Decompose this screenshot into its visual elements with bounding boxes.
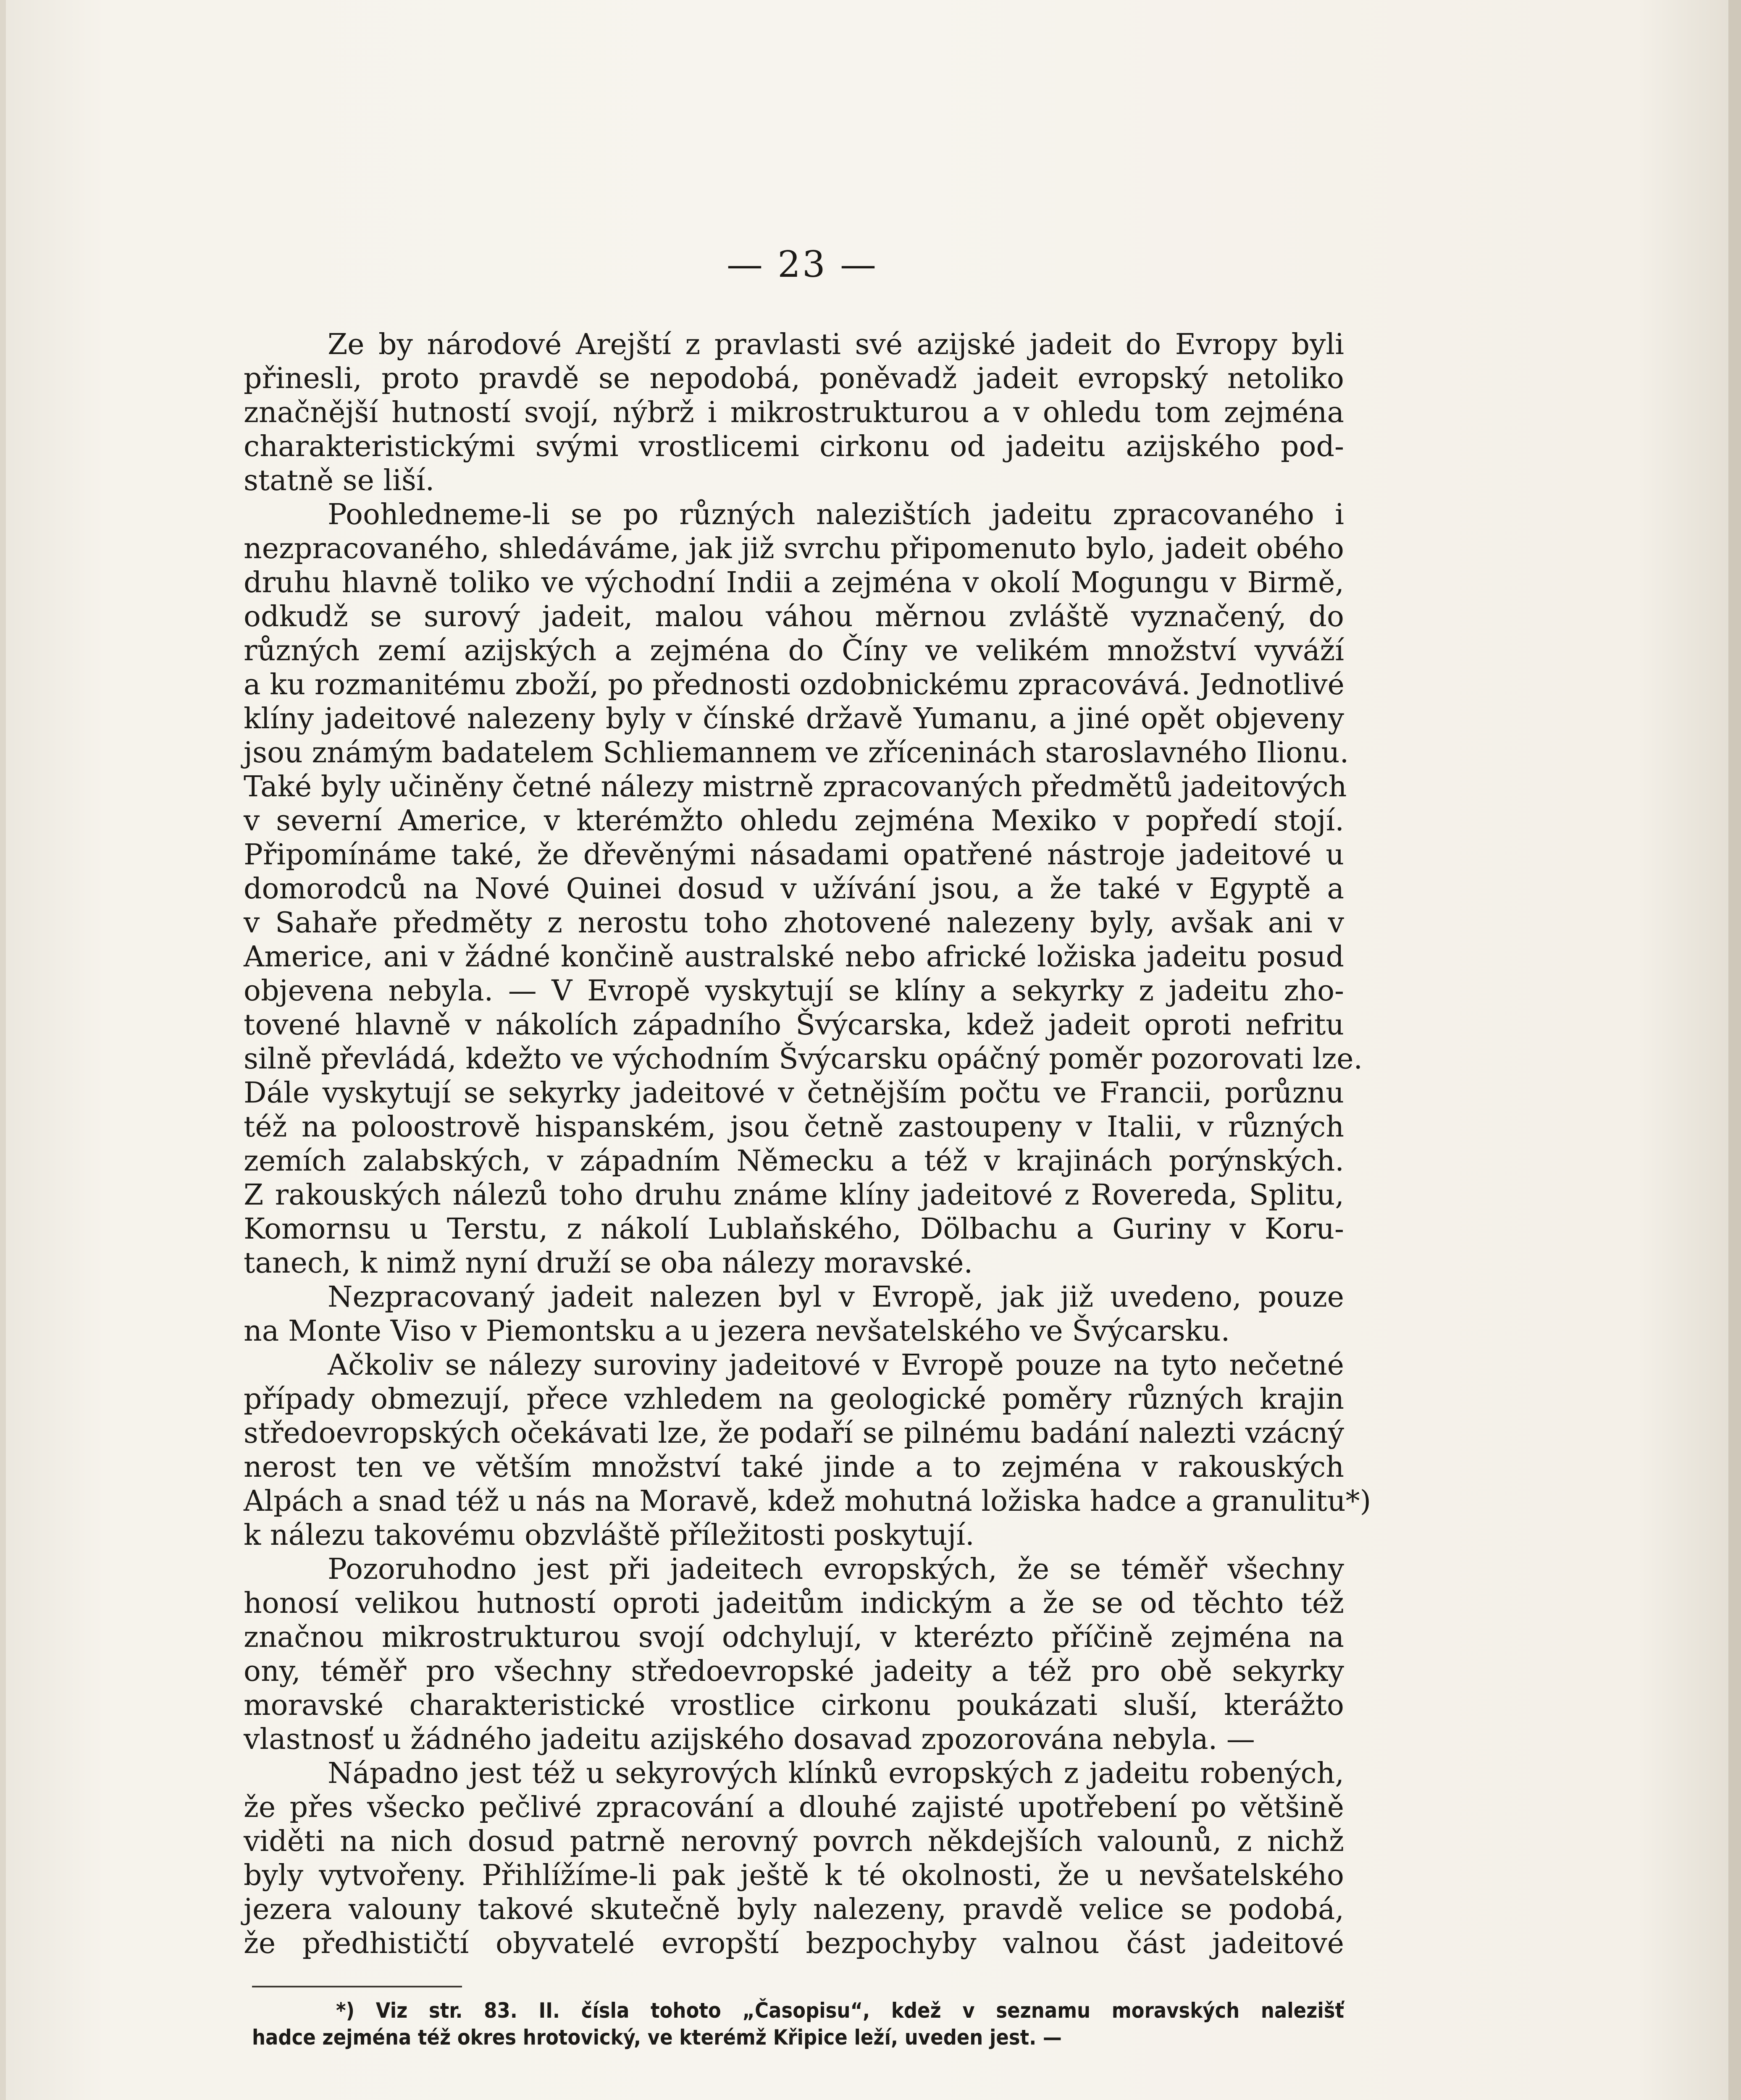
- text-line: tovené hlavně v nákolích západního Švýcarska, kdež jadeit oproti nefritu: [244, 1008, 1344, 1042]
- text-line: viděti na nich dosud patrně nerovný povrch někdejších valounů, z nichž: [244, 1825, 1344, 1858]
- text-line: Komornsu u Terstu, z nákolí Lublaňského, Dölbachu a Guriny v Koru-: [244, 1213, 1344, 1246]
- text-line: ony, téměř pro všechny středoevropské jadeity a též pro obě sekyrky: [244, 1655, 1344, 1688]
- text-line: Ačkoliv se nálezy suroviny jadeitové v Evropě pouze na tyto nečetné: [328, 1349, 1344, 1382]
- text-line: Alpách a snad též u nás na Moravě, kdež mohutná ložiska hadce a granulitu*): [244, 1485, 1371, 1518]
- text-line: nerost ten ve větším množství také jinde a to zejména v rakouských: [244, 1451, 1344, 1484]
- text-line: Pozoruhodno jest při jadeitech evropských, že se téměř všechny: [328, 1553, 1344, 1586]
- text-line: jsou známým badatelem Schliemannem ve zříceninách staroslavného Ilionu.: [244, 736, 1349, 769]
- text-line: a ku rozmanitému zboží, po přednosti ozdobnickému zpracovává. Jednotlivé: [244, 668, 1344, 701]
- text-line: charakteristickými svými vrostlicemi cirkonu od jadeitu azijského pod-: [244, 430, 1344, 463]
- text-line: případy obmezují, přece vzhledem na geologické poměry různých krajin: [244, 1383, 1344, 1416]
- text-line: Také byly učiněny četné nálezy mistrně zpracovaných předmětů jadeitových: [244, 770, 1347, 803]
- text-line: značnou mikrostrukturou svojí odchylují, v kterézto příčině zejména na: [244, 1621, 1344, 1654]
- text-line: druhu hlavně toliko ve východní Indii a zejména v okolí Mogungu v Birmě,: [244, 566, 1344, 599]
- footnote-rule: [252, 1986, 462, 1987]
- text-line: vlastnosť u žádného jadeitu azijského dosavad zpozorována nebyla. —: [244, 1723, 1255, 1756]
- text-line: Ze by národové Arejští z pravlasti své azijské jadeit do Evropy byli: [328, 328, 1344, 361]
- text-line: jezera valouny takové skutečně byly nalezeny, pravdě velice se podobá,: [244, 1893, 1344, 1926]
- text-line: přinesli, proto pravdě se nepodobá, poněvadž jadeit evropský netoliko: [244, 362, 1344, 395]
- text-line: odkudž se surový jadeit, malou váhou měrnou zvláště vyznačený, do: [244, 600, 1344, 633]
- text-line: středoevropských očekávati lze, že podaří se pilnému badání nalezti vzácný: [244, 1417, 1344, 1450]
- text-line: Americe, ani v žádné končině australské nebo africké ložiska jadeitu posud: [244, 940, 1344, 974]
- page-edge-left: [0, 0, 6, 2100]
- text-line: silně převládá, kdežto ve východním Švýcarsku opáčný poměr pozorovati lze.: [244, 1042, 1363, 1076]
- text-line: Dále vyskytují se sekyrky jadeitové v četnějším počtu ve Francii, porůznu: [244, 1076, 1344, 1110]
- text-line: moravské charakteristické vrostlice cirkonu poukázati sluší, kterážto: [244, 1689, 1344, 1722]
- text-line: značnější hutností svojí, nýbrž i mikrostrukturou a v ohledu tom zejména: [244, 396, 1344, 429]
- text-line: Nezpracovaný jadeit nalezen byl v Evropě, jak již uvedeno, pouze: [328, 1281, 1344, 1314]
- text-line: tanech, k nimž nyní druží se oba nálezy moravské.: [244, 1247, 973, 1280]
- text-line: Z rakouských nálezů toho druhu známe klíny jadeitové z Rovereda, Splitu,: [244, 1179, 1344, 1212]
- text-line: zemích zalabských, v západním Německu a též v krajinách porýnských.: [244, 1144, 1344, 1178]
- footnote-line: hadce zejména též okres hrotovický, ve kterémž Křipice leží, uveden jest. —: [252, 2025, 1062, 2050]
- text-line: byly vytvořeny. Přihlížíme-li pak ještě k té okolnosti, že u nevšatelského: [244, 1859, 1344, 1892]
- footnote-line: *) Viz str. 83. II. čísla tohoto „Časopisu“, kdež v seznamu moravských nalezišť: [336, 1998, 1344, 2023]
- text-line: že přes všecko pečlivé zpracování a dlouhé zajisté upotřebení po většině: [244, 1791, 1344, 1824]
- text-line: různých zemí azijských a zejména do Číny ve velikém množství vyváží: [244, 634, 1344, 667]
- text-line: k nálezu takovému obzvláště příležitosti poskytují.: [244, 1519, 974, 1552]
- text-line: klíny jadeitové nalezeny byly v čínské državě Yumanu, a jiné opět objeveny: [244, 702, 1344, 735]
- text-line: Připomínáme také, že dřevěnými násadami opatřené nástroje jadeitové u: [244, 838, 1344, 872]
- text-line: Poohledneme-li se po různých nalezištích jadeitu zpracovaného i: [328, 498, 1344, 531]
- text-line: že předhističtí obyvatelé evropští bezpochyby valnou část jadeitové: [244, 1927, 1344, 1960]
- page-edge-right: [1728, 0, 1741, 2100]
- footnote: [252, 1997, 1344, 2051]
- text-line: též na poloostrově hispanském, jsou četně zastoupeny v Italii, v různých: [244, 1110, 1344, 1144]
- text-line: statně se liší.: [244, 464, 435, 497]
- text-line: v Sahaře předměty z nerostu toho zhotovené nalezeny byly, avšak ani v: [244, 906, 1344, 940]
- body-text: [244, 328, 1371, 1961]
- text-line: Nápadno jest též u sekyrových klínků evropských z jadeitu robených,: [328, 1757, 1344, 1790]
- page-number: — 23 —: [726, 244, 878, 286]
- text-line: honosí velikou hutností oproti jadeitům indickým a že se od těchto též: [244, 1587, 1344, 1620]
- text-line: nezpracovaného, shledáváme, jak již svrchu připomenuto bylo, jadeit obého: [244, 532, 1344, 565]
- text-line: v severní Americe, v kterémžto ohledu zejména Mexiko v popředí stojí.: [244, 804, 1344, 837]
- text-line: domorodců na Nové Quinei dosud v užívání jsou, a že také v Egyptě a: [244, 872, 1344, 906]
- text-line: na Monte Viso v Piemontsku a u jezera nevšatelského ve Švýcarsku.: [244, 1315, 1230, 1348]
- text-line: objevena nebyla. — V Evropě vyskytují se klíny a sekyrky z jadeitu zho-: [244, 974, 1344, 1008]
